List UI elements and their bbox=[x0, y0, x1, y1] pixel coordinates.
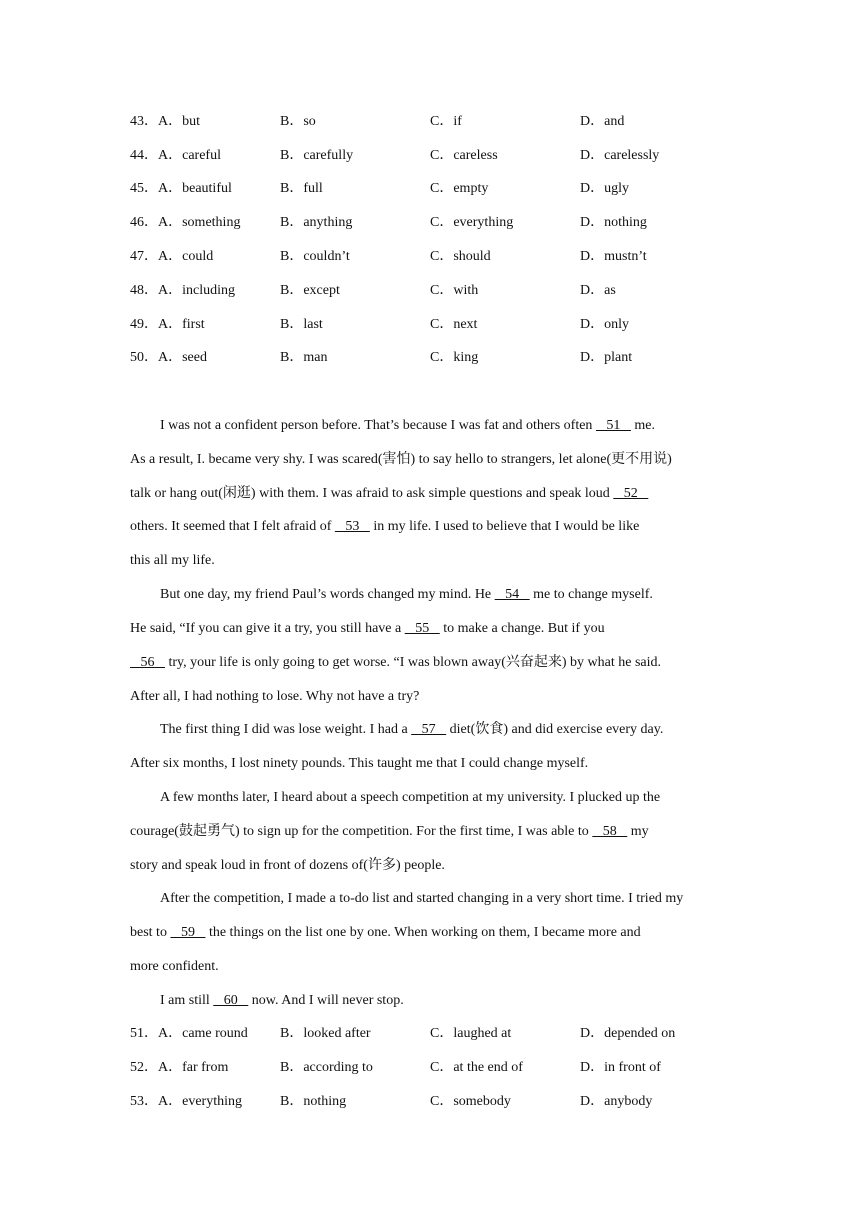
option-d: D．only bbox=[580, 317, 629, 332]
passage-line: this all my life. bbox=[130, 553, 215, 568]
option-d: D．plant bbox=[580, 350, 633, 365]
option-c: C．should bbox=[430, 249, 491, 264]
option-d: D．and bbox=[580, 114, 625, 129]
option-b: B．except bbox=[280, 283, 340, 298]
blank-54: 54 bbox=[494, 587, 530, 602]
passage-line: talk or hang out(闲逛) with them. I was afraid to ask simple questions and speak loud 52 bbox=[130, 486, 649, 501]
passage-line: 56 try, your life is only going to get worse. “I was blown away(兴奋起来) by what he said. bbox=[130, 655, 661, 670]
passage-line: I was not a confident person before. That’s because I was fat and others often 51 me. bbox=[160, 418, 656, 433]
option-d: D．anybody bbox=[580, 1094, 653, 1109]
option-b: B．last bbox=[280, 317, 323, 332]
passage-line: The first thing I did was lose weight. I had a 57 diet(饮食) and did exercise every day. bbox=[160, 722, 664, 737]
question-number: 50． bbox=[130, 350, 158, 365]
option-d: D．ugly bbox=[580, 181, 629, 196]
option-a: 45．A．beautiful bbox=[130, 181, 232, 196]
option-a: 47．A．could bbox=[130, 249, 214, 264]
option-a: 46．A．something bbox=[130, 215, 241, 230]
question-number: 51． bbox=[130, 1026, 158, 1041]
passage-line: story and speak loud in front of dozens of(许多) people. bbox=[130, 858, 445, 873]
option-b: B．looked after bbox=[280, 1026, 371, 1041]
question-number: 49． bbox=[130, 317, 158, 332]
question-number: 44． bbox=[130, 148, 158, 163]
option-a: 44．A．careful bbox=[130, 148, 221, 163]
passage-line: After the competition, I made a to-do list and started changing in a very short time. I tried my bbox=[160, 891, 684, 906]
option-b: B．couldn’t bbox=[280, 249, 350, 264]
blank-56: 56 bbox=[130, 655, 165, 670]
question-number: 47． bbox=[130, 249, 158, 264]
option-c: C．empty bbox=[430, 181, 489, 196]
option-c: C．king bbox=[430, 350, 479, 365]
option-a: 49．A．first bbox=[130, 317, 205, 332]
blank-53: 53 bbox=[334, 519, 370, 534]
option-c: C．careless bbox=[430, 148, 498, 163]
passage-line: He said, “If you can give it a try, you still have a 55 to make a change. But if you bbox=[130, 621, 605, 636]
option-d: D．carelessly bbox=[580, 148, 660, 163]
passage-line: A few months later, I heard about a speech competition at my university. I plucked up the bbox=[160, 790, 661, 805]
option-b: B．according to bbox=[280, 1060, 373, 1075]
blank-59: 59 bbox=[170, 925, 206, 940]
option-c: C．laughed at bbox=[430, 1026, 512, 1041]
option-b: B．so bbox=[280, 114, 316, 129]
option-d: D．nothing bbox=[580, 215, 647, 230]
question-number: 45． bbox=[130, 181, 158, 196]
blank-51: 51 bbox=[595, 418, 631, 433]
question-number: 52． bbox=[130, 1060, 158, 1075]
passage-line: As a result, I. became very shy. I was scared(害怕) to say hello to strangers, let alone(更不用说) bbox=[130, 452, 672, 467]
option-d: D．depended on bbox=[580, 1026, 676, 1041]
passage-line: more confident. bbox=[130, 959, 219, 974]
question-number: 53． bbox=[130, 1094, 158, 1109]
option-b: B．man bbox=[280, 350, 328, 365]
option-b: B．full bbox=[280, 181, 323, 196]
passage-line: After six months, I lost ninety pounds. This taught me that I could change myself. bbox=[130, 756, 589, 771]
passage-line: others. It seemed that I felt afraid of 53 in my life. I used to believe that I would be like bbox=[130, 519, 640, 534]
blank-57: 57 bbox=[411, 722, 447, 737]
blank-52: 52 bbox=[613, 486, 649, 501]
option-c: C．everything bbox=[430, 215, 514, 230]
option-d: D．in front of bbox=[580, 1060, 661, 1075]
option-d: D．mustn’t bbox=[580, 249, 647, 264]
blank-58: 58 bbox=[592, 824, 628, 839]
blank-60: 60 bbox=[213, 993, 249, 1008]
option-c: C．next bbox=[430, 317, 478, 332]
question-number: 43． bbox=[130, 114, 158, 129]
option-c: C．if bbox=[430, 114, 462, 129]
passage-line: I am still 60 now. And I will never stop. bbox=[160, 993, 404, 1008]
option-c: C．somebody bbox=[430, 1094, 511, 1109]
option-b: B．nothing bbox=[280, 1094, 347, 1109]
question-number: 46． bbox=[130, 215, 158, 230]
option-c: C．with bbox=[430, 283, 479, 298]
passage-line: But one day, my friend Paul’s words changed my mind. He 54 me to change myself. bbox=[160, 587, 653, 602]
option-a: 50．A．seed bbox=[130, 350, 207, 365]
option-b: B．anything bbox=[280, 215, 353, 230]
passage-line: best to 59 the things on the list one by one. When working on them, I became more and bbox=[130, 925, 641, 940]
option-d: D．as bbox=[580, 283, 616, 298]
option-a: 51．A．came round bbox=[130, 1026, 248, 1041]
question-number: 48． bbox=[130, 283, 158, 298]
option-b: B．carefully bbox=[280, 148, 354, 163]
option-a: 52．A．far from bbox=[130, 1060, 229, 1075]
passage-line: courage(鼓起勇气) to sign up for the competition. For the first time, I was able to 58 my bbox=[130, 824, 649, 839]
option-a: 43．A．but bbox=[130, 114, 200, 129]
passage-line: After all, I had nothing to lose. Why not have a try? bbox=[130, 689, 420, 704]
blank-55: 55 bbox=[404, 621, 440, 636]
option-a: 48．A．including bbox=[130, 283, 235, 298]
option-a: 53．A．everything bbox=[130, 1094, 242, 1109]
option-c: C．at the end of bbox=[430, 1060, 523, 1075]
